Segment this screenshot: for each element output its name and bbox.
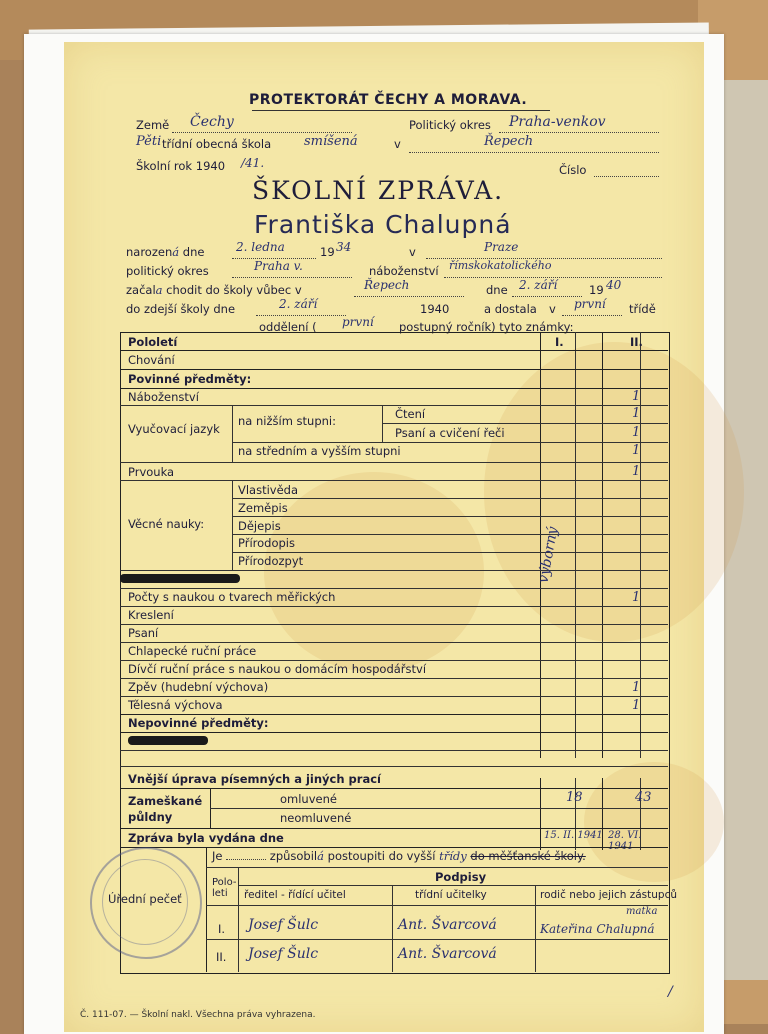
chlapecke-row: Chlapecké ruční práce bbox=[128, 644, 257, 658]
tridni-header: třídní učitelky bbox=[415, 889, 487, 901]
row-i-label: I. bbox=[218, 922, 226, 936]
skola-trid-count: Pěti bbox=[136, 134, 162, 149]
rok-label: Školní rok 1940 bbox=[136, 159, 226, 173]
dostala-label: a dostala bbox=[484, 302, 537, 316]
chodit-date: 2. září bbox=[519, 278, 558, 292]
pololeti-i: I. bbox=[555, 335, 564, 349]
birth-date: 2. ledna bbox=[236, 240, 285, 254]
vecne-label: Věcné nauky: bbox=[128, 517, 205, 531]
prirodopis-row: Přírodopis bbox=[238, 536, 295, 550]
zdejsi-date: 2. září bbox=[279, 297, 318, 311]
pololeti-header: Pololetí bbox=[128, 335, 178, 349]
grade-zpev: 1 bbox=[632, 680, 641, 695]
uredni-pecet-label: Úřední pečeť bbox=[108, 892, 182, 906]
postoupiti-label: postoupiti do vyšší bbox=[327, 849, 436, 863]
grade-psani-cviceni: 1 bbox=[632, 425, 641, 440]
narozen-suffix: á bbox=[172, 245, 180, 259]
polokres-label: politický okres bbox=[126, 264, 209, 278]
je-label: Je bbox=[212, 849, 223, 863]
skola-v: v bbox=[394, 137, 401, 151]
kresleni-row: Kreslení bbox=[128, 608, 174, 622]
psani-cviceni-label: Psaní a cvičení řeči bbox=[395, 426, 505, 440]
podpisy-label: Podpisy bbox=[435, 870, 487, 884]
dne-label: dne bbox=[182, 245, 205, 259]
dne2-label: dne bbox=[486, 283, 508, 297]
zdejsi-label: do zdejší školy dne bbox=[126, 302, 236, 316]
narozen-label: narozen bbox=[126, 245, 173, 259]
nabozenstvi-row: Náboženství bbox=[128, 390, 199, 404]
rok-value: /41. bbox=[241, 156, 265, 170]
grade-prvouka: 1 bbox=[632, 464, 641, 479]
sig-matka: matka bbox=[626, 906, 658, 917]
vydana-i: 15. II. 1941 bbox=[544, 830, 603, 841]
title-underline bbox=[252, 110, 550, 111]
pololeti-ii: II. bbox=[630, 335, 643, 349]
sig-reditel-i: Josef Šulc bbox=[248, 917, 319, 933]
mestanske-label: do měšťanské školy. bbox=[470, 849, 586, 863]
zemepis-row: Zeměpis bbox=[238, 501, 288, 515]
zeme-value: Čechy bbox=[190, 114, 234, 130]
protectorate-title: PROTEKTORÁT ČECHY A MORAVA. bbox=[249, 92, 528, 108]
skola-place: Řepech bbox=[484, 134, 534, 149]
chodit-year: 40 bbox=[606, 278, 622, 292]
vydana-ii: 28. VI. 1941 bbox=[608, 830, 642, 852]
vydana-label: Zpráva byla vydána dne bbox=[128, 831, 284, 845]
v-label: v bbox=[409, 245, 416, 259]
tride-label: třídě bbox=[629, 302, 656, 316]
document-title: ŠKOLNÍ ZPRÁVA. bbox=[252, 176, 505, 205]
nepovinne-label: Nepovinné předměty: bbox=[128, 716, 269, 730]
skola-type: smíšená bbox=[304, 134, 358, 149]
zpusobil-suffix: á bbox=[317, 849, 324, 863]
nabozenstvi-value: římskokatolického bbox=[449, 259, 552, 272]
grade-telesna: 1 bbox=[632, 698, 641, 713]
zacal-label: začal bbox=[126, 283, 156, 297]
reditel-header: ředitel - řídící učitel bbox=[244, 889, 346, 901]
zeme-label: Země bbox=[136, 118, 170, 132]
grade-pocty: 1 bbox=[632, 590, 641, 605]
v2-label: v bbox=[549, 302, 556, 316]
prvouka-row: Prvouka bbox=[128, 465, 175, 479]
grade-stredni: 1 bbox=[632, 443, 641, 458]
nizsi-label: na nižším stupni: bbox=[238, 414, 337, 428]
redacted-optional bbox=[128, 736, 208, 745]
redacted-row bbox=[120, 574, 240, 583]
zacal-suffix: a bbox=[155, 283, 163, 297]
zameskane-label: Zameškané bbox=[128, 794, 203, 808]
footer-imprint: Č. 111-07. — Školní nakl. Všechna práva vyhrazena. bbox=[80, 1010, 316, 1020]
chodit-label: chodit do školy vůbec v bbox=[166, 283, 302, 297]
sig-reditel-ii: Josef Šulc bbox=[248, 946, 319, 962]
dejepis-row: Dějepis bbox=[238, 519, 281, 533]
birth-year: 34 bbox=[336, 240, 352, 254]
grade-nabozenstvi: 1 bbox=[632, 389, 641, 404]
oddeleni-value: první bbox=[342, 315, 374, 329]
vnejsi-row: Vnější úprava písemných a jiných prací bbox=[128, 772, 381, 786]
okres-label: Politický okres bbox=[409, 118, 491, 132]
stredni-label: na středním a vyšším stupni bbox=[238, 444, 401, 458]
oddeleni-label: oddělení ( bbox=[259, 320, 317, 334]
pocty-row: Počty s naukou o tvarech měřických bbox=[128, 590, 336, 604]
vyucovaci-label: Vyučovací jazyk bbox=[128, 422, 220, 436]
povinne-label: Povinné předměty: bbox=[128, 372, 252, 386]
polokres-value: Praha v. bbox=[254, 259, 303, 273]
trida-value: první bbox=[574, 297, 606, 311]
zpusobil-label: způsobil bbox=[269, 849, 318, 863]
page-mark: / bbox=[668, 984, 673, 1000]
omluvene-label: omluvené bbox=[280, 792, 337, 806]
year-prefix: 19 bbox=[320, 245, 335, 259]
prirodozpyt-row: Přírodozpyt bbox=[238, 554, 304, 568]
neomluvene-label: neomluvené bbox=[280, 811, 352, 825]
grades-table bbox=[108, 332, 678, 972]
oddeleni-suffix: postupný ročník) tyto známky: bbox=[399, 320, 574, 334]
nabozenstvi-label: náboženství bbox=[369, 264, 439, 278]
cteni-label: Čtení bbox=[395, 407, 426, 421]
telesna-row: Tělesná výchova bbox=[128, 698, 223, 712]
sig-tridni-ii: Ant. Švarcová bbox=[398, 946, 497, 962]
tridy-value: třídy bbox=[439, 849, 467, 863]
pololeti-short: Polo-leti bbox=[212, 877, 237, 899]
divci-row: Dívčí ruční práce s naukou o domácím hospodářství bbox=[128, 662, 427, 676]
psani-row: Psaní bbox=[128, 626, 159, 640]
cislo-label: Číslo bbox=[559, 163, 587, 177]
grade-vyborny: výborný bbox=[535, 525, 562, 585]
sig-tridni-i: Ant. Švarcová bbox=[398, 917, 497, 933]
chodit-place: Řepech bbox=[364, 278, 410, 292]
skola-label: třídní obecná škola bbox=[162, 137, 272, 151]
birth-place: Praze bbox=[484, 240, 519, 254]
okres-value: Praha-venkov bbox=[509, 114, 606, 130]
sig-rodic: Kateřina Chalupná bbox=[540, 922, 655, 936]
puldny-label: půldny bbox=[128, 810, 173, 824]
omluvene-ii: 43 bbox=[635, 790, 652, 805]
chodit-year-prefix: 19 bbox=[589, 283, 604, 297]
row-ii-label: II. bbox=[216, 950, 227, 964]
grade-cteni: 1 bbox=[632, 406, 641, 421]
zdejsi-year: 1940 bbox=[420, 302, 450, 316]
rodic-header: rodič nebo jejich zástupců bbox=[540, 889, 678, 901]
chovani-label: Chování bbox=[128, 353, 175, 367]
vlastiveda-row: Vlastivěda bbox=[238, 483, 299, 497]
student-name: Františka Chalupná bbox=[254, 210, 512, 239]
omluvene-i: 18 bbox=[566, 790, 583, 805]
zpev-row: Zpěv (hudební výchova) bbox=[128, 680, 269, 694]
